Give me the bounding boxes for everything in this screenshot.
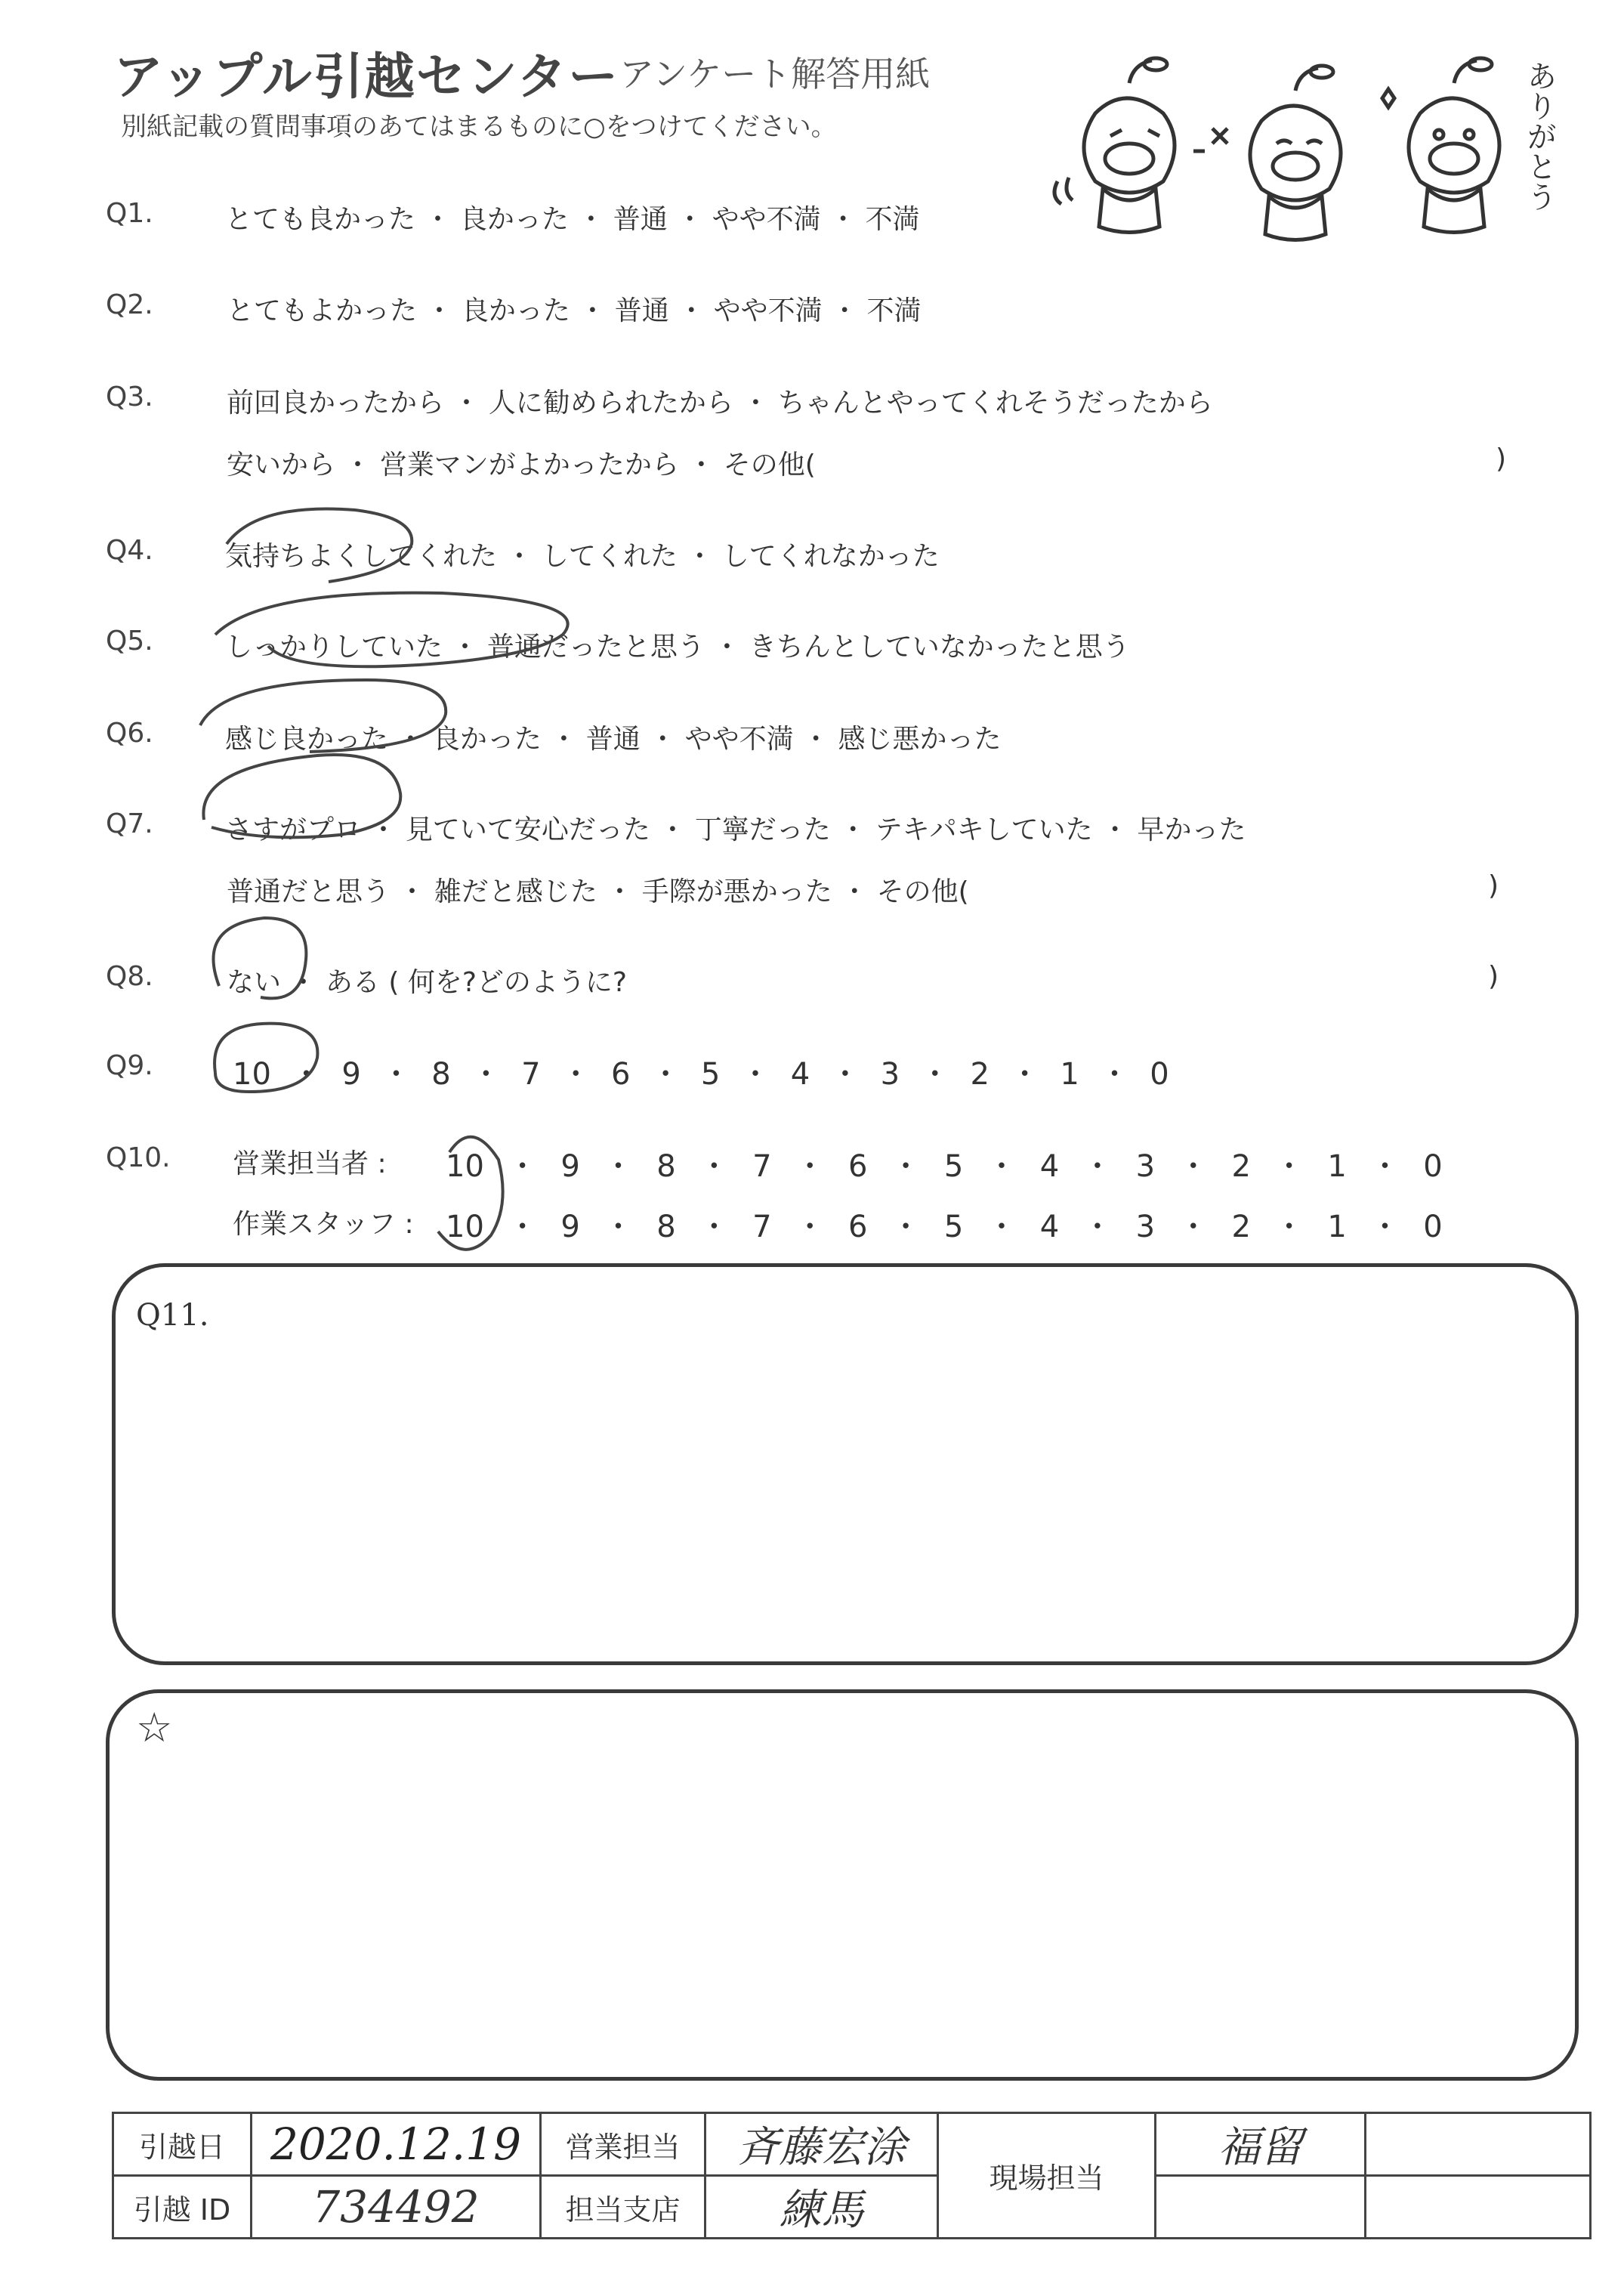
q3-options-line1[interactable]: 前回良かったから ・ 人に勧められたから ・ ちゃんとやってくれそうだったから: [227, 388, 1213, 419]
q7-options-line1[interactable]: さすがプロ ・ 見ていて安心だった ・ 丁寧だった ・ テキパキしていた ・ 早かった: [225, 814, 1246, 845]
field-rep-value: 福留: [1156, 2113, 1366, 2176]
q6-label: Q6.: [106, 718, 153, 749]
q4-label: Q4.: [106, 535, 153, 566]
q7-label: Q7.: [106, 808, 153, 839]
move-date-label: 引越日: [113, 2113, 252, 2176]
q4-options[interactable]: 気持ちよくしてくれた ・ してくれた ・ してくれなかった: [225, 541, 940, 572]
instruction-text: 別紙記載の質問事項のあてはまるものに○をつけてください。: [121, 112, 837, 142]
sales-rep-label: 営業担当: [541, 2113, 705, 2176]
footer-info-table: [112, 2112, 1592, 2239]
q10-staff-label: 作業スタッフ :: [233, 1209, 414, 1240]
q2-label: Q2.: [106, 289, 153, 320]
q5-label: Q5.: [106, 626, 153, 657]
q9-label: Q9.: [106, 1050, 153, 1081]
q2-options[interactable]: とてもよかった ・ 良かった ・ 普通 ・ やや不満 ・ 不満: [227, 295, 922, 326]
branch-value: 練馬: [705, 2176, 938, 2239]
footer-blank-2: [1156, 2176, 1366, 2239]
thanks-text: ありがとう: [1522, 60, 1557, 212]
q7-close-paren: ): [1488, 870, 1499, 901]
star-comment-box[interactable]: [106, 1689, 1579, 2081]
q8-label: Q8.: [106, 961, 153, 992]
q9-scale[interactable]: 10 ・ 9 ・ 8 ・ 7 ・ 6 ・ 5 ・ 4 ・ 3 ・ 2 ・ 1 ・ 0: [233, 1057, 1169, 1092]
sales-rep-value: 斉藤宏涂: [705, 2113, 938, 2176]
q1-options[interactable]: とても良かった ・ 良かった ・ 普通 ・ やや不満 ・ 不満: [225, 204, 920, 235]
q6-options[interactable]: 感じ良かった ・ 良かった ・ 普通 ・ やや不満 ・ 感じ悪かった: [225, 724, 1002, 755]
form-subtitle: アンケート解答用紙: [619, 54, 931, 94]
move-id-label: 引越 ID: [113, 2176, 252, 2239]
q8-close-paren: ): [1488, 961, 1499, 992]
star-icon: ☆: [136, 1704, 173, 1751]
q11-comment-box[interactable]: [112, 1263, 1579, 1665]
q8-options[interactable]: ない ・ ある ( 何を?どのように?: [227, 967, 628, 998]
q3-close-paren: ): [1496, 443, 1507, 474]
move-date-value: 2020.12.19: [252, 2113, 541, 2176]
branch-label: 担当支店: [541, 2176, 705, 2239]
q1-label: Q1.: [106, 198, 153, 229]
q10-sales-scale[interactable]: 10 ・ 9 ・ 8 ・ 7 ・ 6 ・ 5 ・ 4 ・ 3 ・ 2 ・ 1 ・ 0: [446, 1149, 1443, 1184]
q5-options[interactable]: しっかりしていた ・ 普通だったと思う ・ きちんとしていなかったと思う: [225, 632, 1130, 663]
q3-label: Q3.: [106, 382, 153, 413]
footer-blank-1: [1366, 2113, 1591, 2176]
move-id-value: 734492: [252, 2176, 541, 2239]
q10-label: Q10.: [106, 1142, 171, 1173]
form-title: アップル引越センター: [113, 48, 620, 106]
footer-blank-3: [1366, 2176, 1591, 2239]
q3-options-line2[interactable]: 安いから ・ 営業マンがよかったから ・ その他(: [227, 450, 816, 481]
q10-staff-scale[interactable]: 10 ・ 9 ・ 8 ・ 7 ・ 6 ・ 5 ・ 4 ・ 3 ・ 2 ・ 1 ・ 0: [446, 1210, 1443, 1244]
q7-options-line2[interactable]: 普通だと思う ・ 雑だと感じた ・ 手際が悪かった ・ その他(: [227, 876, 969, 907]
q11-label: Q11.: [136, 1298, 209, 1333]
field-rep-label: 現場担当: [938, 2113, 1156, 2239]
q10-sales-label: 営業担当者 :: [233, 1148, 387, 1179]
